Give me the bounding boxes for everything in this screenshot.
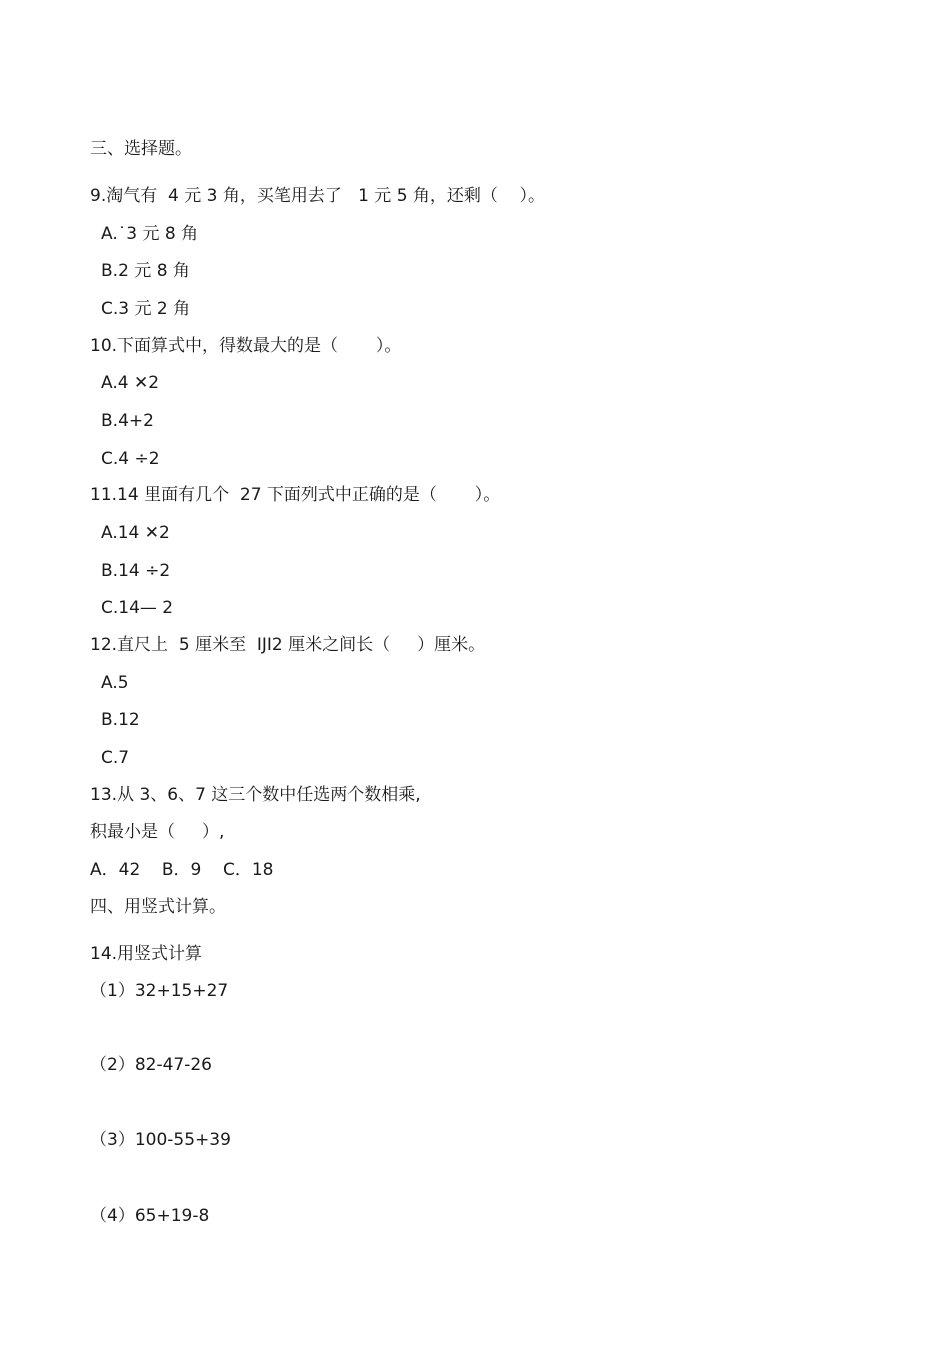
question-9-option-a: A.˙3 元 8 角 bbox=[101, 224, 199, 244]
question-12-stem: 12.直尺上 5 厘米至 IJI2 厘米之间长（ ）厘米。 bbox=[90, 635, 486, 655]
question-10-option-c: C.4 ÷2 bbox=[101, 449, 160, 469]
question-14-item-1: （1）32+15+27 bbox=[90, 981, 229, 1001]
question-11-option-b: B.14 ÷2 bbox=[101, 561, 171, 581]
question-11-option-c: C.14— 2 bbox=[101, 598, 174, 618]
question-13-stem-line1: 13.从 3、6、7 这三个数中任选两个数相乘, bbox=[90, 785, 421, 805]
question-10-option-a: A.4 ✕2 bbox=[101, 373, 160, 393]
question-10-stem: 10.下面算式中，得数最大的是（ ）。 bbox=[90, 336, 402, 356]
section-4-heading: 四、用竖式计算。 bbox=[90, 897, 226, 917]
question-12-option-b: B.12 bbox=[101, 710, 140, 730]
question-14-stem: 14.用竖式计算 bbox=[90, 944, 203, 964]
question-14-item-2: （2）82-47-26 bbox=[90, 1055, 212, 1075]
question-14-item-4: （4）65+19-8 bbox=[90, 1206, 210, 1226]
question-12-option-a: A.5 bbox=[101, 673, 129, 693]
question-13-stem-line2: 积最小是（ ）, bbox=[90, 822, 225, 842]
question-9-option-b: B.2 元 8 角 bbox=[101, 261, 190, 281]
question-11-stem: 11.14 里面有几个 27 下面列式中正确的是（ ）。 bbox=[90, 485, 501, 505]
question-13-options: A．42 B．9 C．18 bbox=[90, 860, 274, 880]
section-3-heading: 三、选择题。 bbox=[90, 139, 192, 159]
question-12-option-c: C.7 bbox=[101, 748, 130, 768]
question-10-option-b: B.4+2 bbox=[101, 411, 154, 431]
question-9-option-c: C.3 元 2 角 bbox=[101, 299, 191, 319]
question-9-stem: 9.淘气有 4 元 3 角，买笔用去了 1 元 5 角，还剩（ ）。 bbox=[90, 186, 546, 206]
question-14-item-3: （3）100-55+39 bbox=[90, 1130, 231, 1150]
question-11-option-a: A.14 ✕2 bbox=[101, 523, 170, 543]
